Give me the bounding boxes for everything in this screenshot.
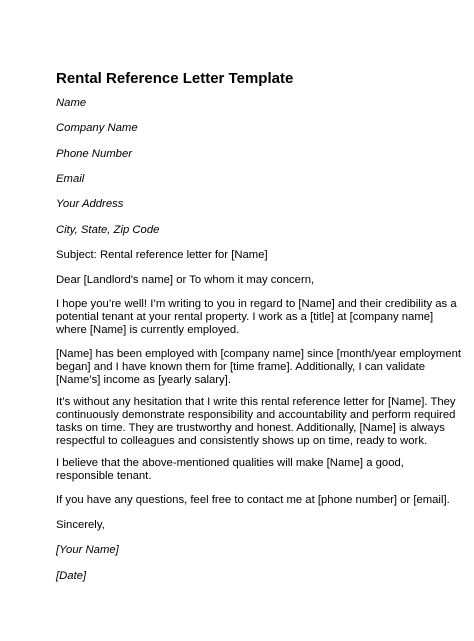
paragraph-line: I hope you’re well! I’m writing to you in regard to [Name] and their credibility as a [56, 298, 457, 310]
subject-line: Subject: Rental reference letter for [Name] [56, 249, 268, 261]
header-company-name: Company Name [56, 122, 138, 134]
header-your-address: Your Address [56, 198, 124, 210]
paragraph-line: potential tenant at your rental property. I work as a [title] at [company name] [56, 311, 434, 323]
paragraph-intro [56, 298, 457, 337]
paragraph-line: respectful to colleagues and consistently shows up on time, ready to work. [56, 435, 428, 447]
signature-date: [Date] [56, 570, 87, 582]
paragraph-contact [56, 494, 450, 507]
paragraph-line: where [Name] is currently employed. [56, 324, 240, 336]
document-title: Rental Reference Letter Template [56, 70, 294, 87]
paragraph-character [56, 396, 456, 448]
paragraph-line: began] and I have known them for [time frame]. Additionally, I can validate [56, 361, 426, 373]
paragraph-line: [Name] has been employed with [company name] since [month/year employment [56, 348, 462, 360]
paragraph-line: [Name’s] income as [yearly salary]. [56, 374, 231, 386]
paragraph-line: If you have any questions, feel free to contact me at [phone number] or [email]. [56, 494, 450, 506]
paragraph-employment [56, 348, 462, 387]
paragraph-line: continuously demonstrate responsibility and accountability and perform required [56, 409, 456, 421]
paragraph-line: I believe that the above-mentioned qualities will make [Name] a good, [56, 457, 404, 469]
paragraph-qualities [56, 457, 426, 483]
header-email: Email [56, 173, 85, 185]
paragraph-line: tasks on time. They are trustworthy and honest. Additionally, [Name] is always [56, 422, 445, 434]
salutation: Dear [Landlord's name] or To whom it may concern, [56, 274, 315, 286]
signature-name: [Your Name] [56, 544, 119, 556]
header-phone-number: Phone Number [56, 148, 132, 160]
header-name: Name [56, 97, 87, 109]
closing: Sincerely, [56, 519, 105, 531]
header-city-state-zip: City, State, Zip Code [56, 224, 160, 236]
paragraph-line: It’s without any hesitation that I write this rental reference letter for [Name]. They [56, 396, 456, 408]
paragraph-line: responsible tenant. [56, 470, 152, 482]
